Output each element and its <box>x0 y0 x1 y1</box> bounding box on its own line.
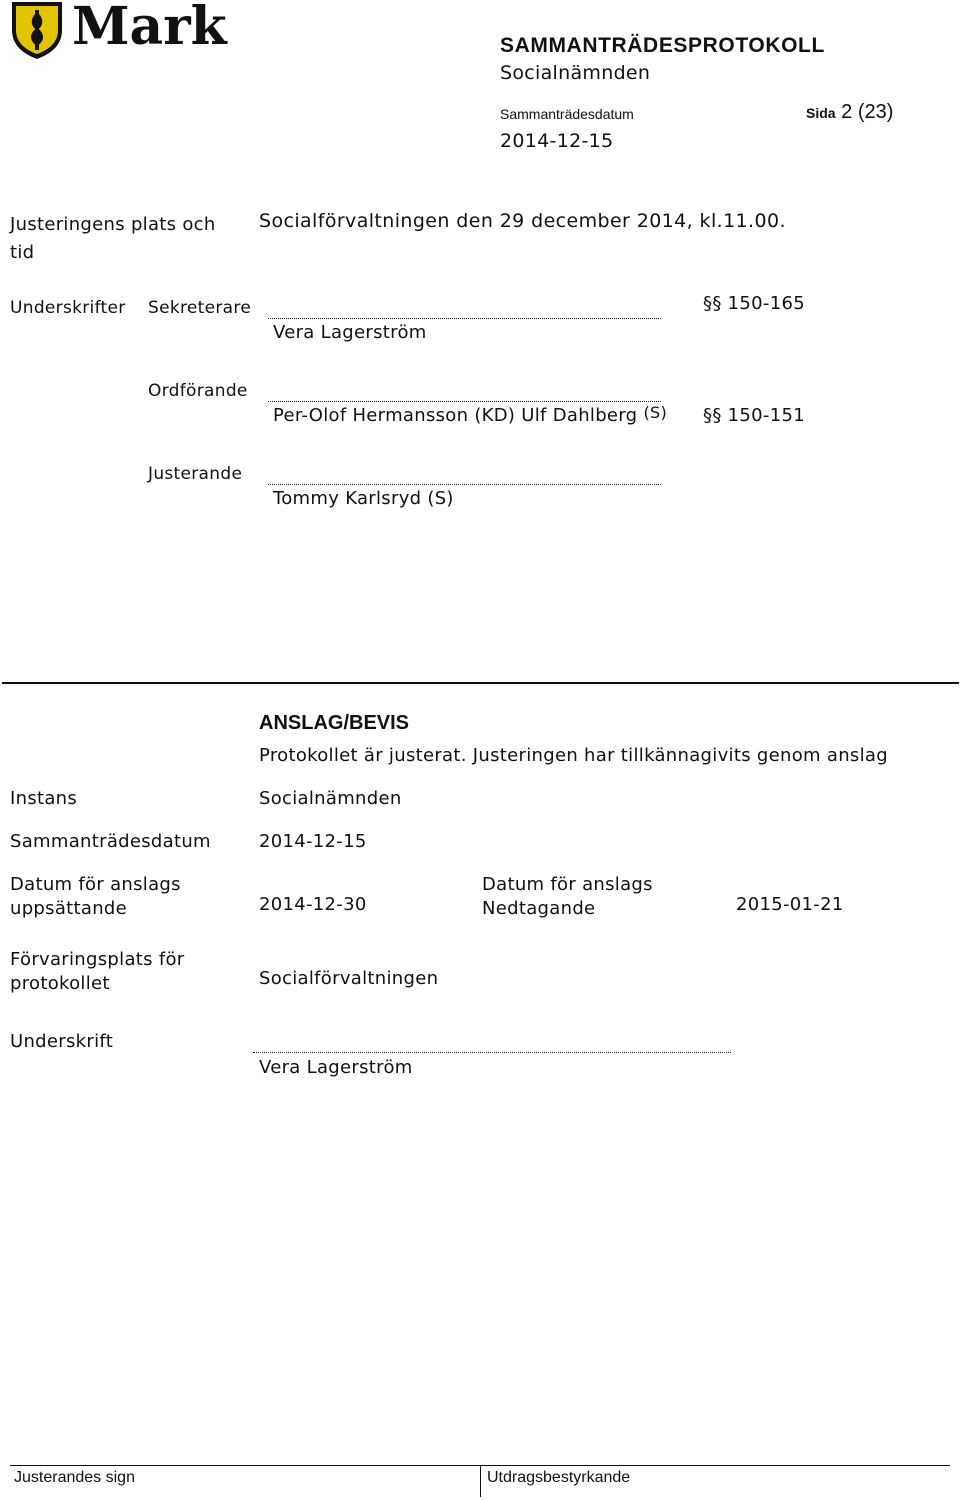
notice-title: ANSLAG/BEVIS <box>259 712 410 734</box>
section-divider <box>2 682 959 684</box>
footer-separator <box>480 1465 481 1497</box>
place-label-line2: tid <box>10 242 35 263</box>
chair-role: Ordförande <box>148 381 248 401</box>
meeting-date-label: Sammanträdesdatum <box>500 106 634 122</box>
notice-signature-line <box>253 1052 731 1053</box>
place-label-line1: Justeringens plats och <box>10 214 216 235</box>
secretary-paragraphs <box>703 293 805 314</box>
page-indicator <box>806 101 893 124</box>
document-title: SAMMANTRÄDESPROTOKOLL <box>500 34 825 57</box>
storage-value: Socialförvaltningen <box>259 968 439 989</box>
signatures-label: Underskrifter <box>10 298 126 318</box>
notice-signature-name: Vera Lagerström <box>259 1057 413 1078</box>
chair-party: (S) <box>643 403 667 422</box>
paragraph-range: 150-151 <box>727 405 805 426</box>
adjuster-name: Tommy Karlsryd (S) <box>273 488 454 509</box>
paragraph-sign-icon: § <box>703 405 713 426</box>
page-label: Sida <box>806 105 836 121</box>
committee-name: Socialnämnden <box>500 62 651 84</box>
storage-label-line2: protokollet <box>10 973 110 994</box>
signature-label: Underskrift <box>10 1031 114 1052</box>
page-number: 2 <box>841 101 853 123</box>
storage-label-line1: Förvaringsplats för <box>10 949 185 970</box>
extract-certification: Utdragsbestyrkande <box>487 1469 631 1486</box>
chair-paragraphs <box>703 405 805 426</box>
chair-names: Per-Olof Hermansson (KD) Ulf Dahlberg <box>273 405 638 426</box>
meeting-date-value-notice: 2014-12-15 <box>259 831 367 852</box>
meeting-date-label-notice: Sammanträdesdatum <box>10 831 211 852</box>
removal-label-line1: Datum för anslags <box>482 874 653 895</box>
secretary-signature-line <box>268 318 661 319</box>
secretary-role: Sekreterare <box>148 298 252 318</box>
brand-name: Mark <box>72 0 227 57</box>
adjusters-sign: Justerandes sign <box>14 1469 135 1486</box>
meeting-date-value: 2014-12-15 <box>500 130 614 152</box>
instance-label: Instans <box>10 788 78 809</box>
notice-statement: Protokollet är justerat. Justeringen har tillkännagivits genom anslag <box>259 745 888 766</box>
posting-label-line1: Datum för anslags <box>10 874 181 895</box>
instance-value: Socialnämnden <box>259 788 402 809</box>
posting-label-line2: uppsättande <box>10 898 128 919</box>
removal-label-line2: Nedtagande <box>482 898 596 919</box>
page-total: (23) <box>857 101 894 123</box>
paragraph-sign-icon: § <box>712 293 722 314</box>
paragraph-sign-icon: § <box>712 405 722 426</box>
chair-signature-line <box>268 401 661 402</box>
secretary-name: Vera Lagerström <box>273 322 427 343</box>
adjuster-signature-line <box>268 484 661 485</box>
removal-date: 2015-01-21 <box>736 894 844 915</box>
chair-name <box>273 405 667 426</box>
coat-of-arms-icon <box>8 0 66 60</box>
adjuster-role: Justerande <box>148 464 243 484</box>
place-value: Socialförvaltningen den 29 december 2014, kl.11.00. <box>259 210 786 232</box>
municipality-logo <box>8 0 238 60</box>
paragraph-range: 150-165 <box>727 293 805 314</box>
paragraph-sign-icon: § <box>703 293 713 314</box>
posting-date: 2014-12-30 <box>259 894 367 915</box>
